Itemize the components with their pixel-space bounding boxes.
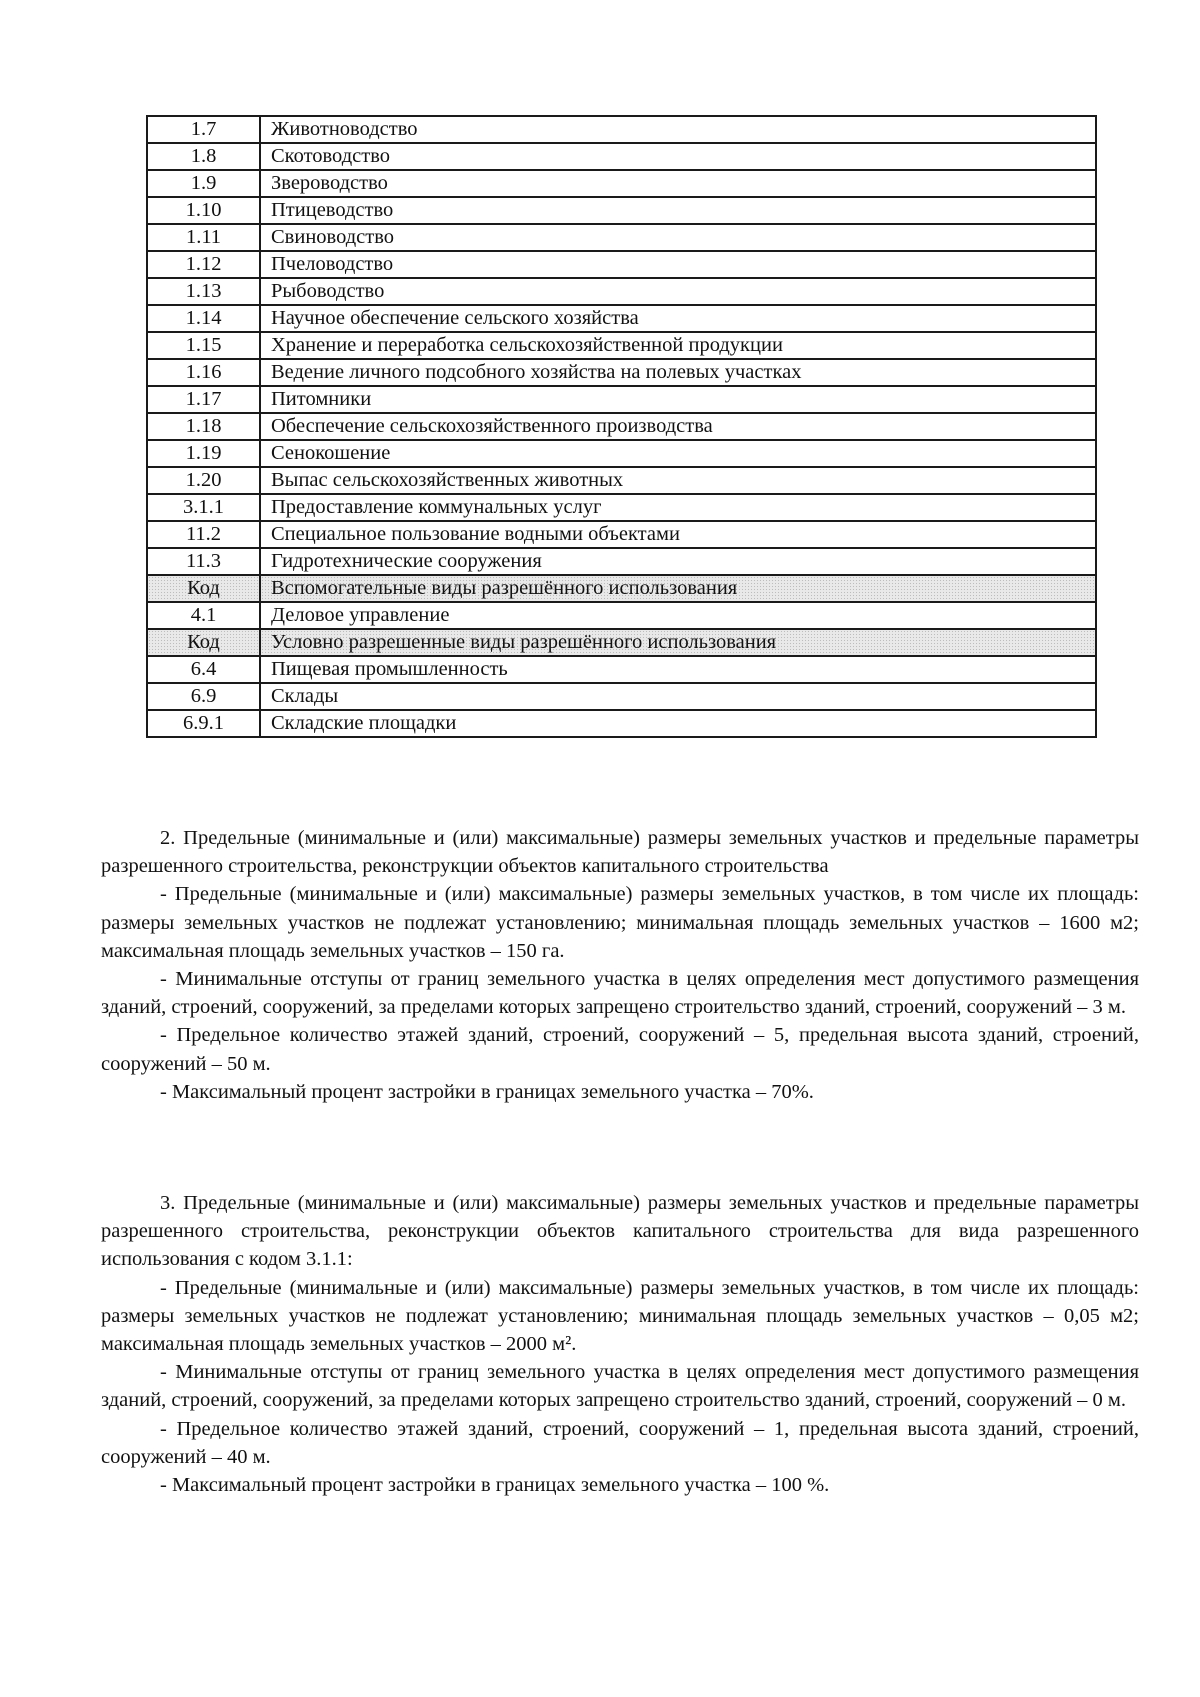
table-header-row [147, 575, 1096, 602]
section-2-heading: 2. Предельные (минимальные и (или) максимальные) размеры земельных участков и предельные параметры разрешенного строительства, реконструкции объектов капитального строительства [101, 827, 1139, 878]
section-2-item-3: - Предельное количество этажей зданий, строений, сооружений – 5, предельная высота зданий, строений, сооружений – 50 м. [101, 1024, 1139, 1075]
code-cell: 1.12 [147, 251, 260, 278]
table-row [147, 332, 1096, 359]
name-cell: Складские площадки [260, 710, 1096, 737]
code-cell: 6.4 [147, 656, 260, 683]
name-cell: Специальное пользование водными объектами [260, 521, 1096, 548]
table-row [147, 170, 1096, 197]
table-row [147, 710, 1096, 737]
code-cell: 1.13 [147, 278, 260, 305]
name-cell: Пчеловодство [260, 251, 1096, 278]
code-cell: 6.9.1 [147, 710, 260, 737]
name-cell: Пищевая промышленность [260, 656, 1096, 683]
code-cell: 11.3 [147, 548, 260, 575]
name-cell: Научное обеспечение сельского хозяйства [260, 305, 1096, 332]
table-row [147, 386, 1096, 413]
table-row [147, 413, 1096, 440]
section-3 [101, 1189, 1139, 1499]
name-cell: Выпас сельскохозяйственных животных [260, 467, 1096, 494]
section-2-item-4: - Максимальный процент застройки в границах земельного участка – 70%. [160, 1080, 814, 1103]
table-row [147, 116, 1096, 143]
code-cell: 1.8 [147, 143, 260, 170]
code-cell: 1.15 [147, 332, 260, 359]
table-row [147, 548, 1096, 575]
table-row [147, 683, 1096, 710]
section-3-item-4: - Максимальный процент застройки в границах земельного участка – 100 %. [160, 1474, 830, 1497]
code-cell: 1.19 [147, 440, 260, 467]
table-row [147, 278, 1096, 305]
code-cell: 1.11 [147, 224, 260, 251]
name-cell: Условно разрешенные виды разрешённого использования [260, 629, 1096, 656]
name-cell: Предоставление коммунальных услуг [260, 494, 1096, 521]
name-cell: Склады [260, 683, 1096, 710]
name-cell: Животноводство [260, 116, 1096, 143]
code-cell: 1.14 [147, 305, 260, 332]
table-row [147, 359, 1096, 386]
name-cell: Ведение личного подсобного хозяйства на полевых участках [260, 359, 1096, 386]
code-cell: 1.18 [147, 413, 260, 440]
name-cell: Хранение и переработка сельскохозяйственной продукции [260, 332, 1096, 359]
table-row [147, 143, 1096, 170]
section-2-item-1: - Предельные (минимальные и (или) максимальные) размеры земельных участков, в том числе их площадь: размеры земельных участков не подлежат установлению; минимальная площадь земельных участков – 1600 м2; максимальная площадь земельных участков – 150 га. [101, 883, 1139, 962]
code-cell: 1.16 [147, 359, 260, 386]
name-cell: Рыбоводство [260, 278, 1096, 305]
section-3-item-1: - Предельные (минимальные и (или) максимальные) размеры земельных участков, в том числе их площадь: размеры земельных участков не подлежат установлению; минимальная площадь земельных участков – 0,05 м2; максимальная площадь земельных участков – 2000 м². [101, 1276, 1139, 1356]
table-row [147, 656, 1096, 683]
table-row [147, 467, 1096, 494]
code-cell: 1.17 [147, 386, 260, 413]
code-cell: 3.1.1 [147, 494, 260, 521]
section-3-item-2: - Минимальные отступы от границ земельного участка в целях определения мест допустимого размещения зданий, строений, сооружений, за пределами которых запрещено строительство зданий, строений, сооружений – 0 м. [101, 1361, 1139, 1412]
section-2 [101, 824, 1139, 1106]
table-row [147, 521, 1096, 548]
code-cell: 1.20 [147, 467, 260, 494]
table-row [147, 224, 1096, 251]
table-header-row [147, 629, 1096, 656]
table-row [147, 602, 1096, 629]
code-cell: Код [147, 629, 260, 656]
table-row [147, 197, 1096, 224]
code-cell: 1.10 [147, 197, 260, 224]
name-cell: Звероводство [260, 170, 1096, 197]
code-cell: 1.7 [147, 116, 260, 143]
name-cell: Обеспечение сельскохозяйственного производства [260, 413, 1096, 440]
section-3-heading: 3. Предельные (минимальные и (или) максимальные) размеры земельных участков и предельные параметры разрешенного строительства, реконструкции объектов капитального строительства для вида разрешенного использования с кодом 3.1.1: [101, 1192, 1139, 1271]
name-cell: Скотоводство [260, 143, 1096, 170]
codes-table-body [147, 116, 1096, 737]
table-row [147, 440, 1096, 467]
code-cell: 11.2 [147, 521, 260, 548]
name-cell: Птицеводство [260, 197, 1096, 224]
table-row [147, 251, 1096, 278]
name-cell: Свиноводство [260, 224, 1096, 251]
code-cell: 6.9 [147, 683, 260, 710]
section-3-item-3: - Предельное количество этажей зданий, строений, сооружений – 1, предельная высота зданий, строений, сооружений – 40 м. [101, 1417, 1139, 1468]
code-cell: 4.1 [147, 602, 260, 629]
name-cell: Сенокошение [260, 440, 1096, 467]
table-row [147, 494, 1096, 521]
land-use-codes-table [146, 115, 1097, 738]
code-cell: Код [147, 575, 260, 602]
section-2-item-2: - Минимальные отступы от границ земельного участка в целях определения мест допустимого размещения зданий, строений, сооружений, за пределами которых запрещено строительство зданий, строений, сооружений – 3 м. [101, 968, 1139, 1019]
name-cell: Питомники [260, 386, 1096, 413]
table-row [147, 305, 1096, 332]
name-cell: Вспомогательные виды разрешённого использования [260, 575, 1096, 602]
code-cell: 1.9 [147, 170, 260, 197]
name-cell: Гидротехнические сооружения [260, 548, 1096, 575]
name-cell: Деловое управление [260, 602, 1096, 629]
